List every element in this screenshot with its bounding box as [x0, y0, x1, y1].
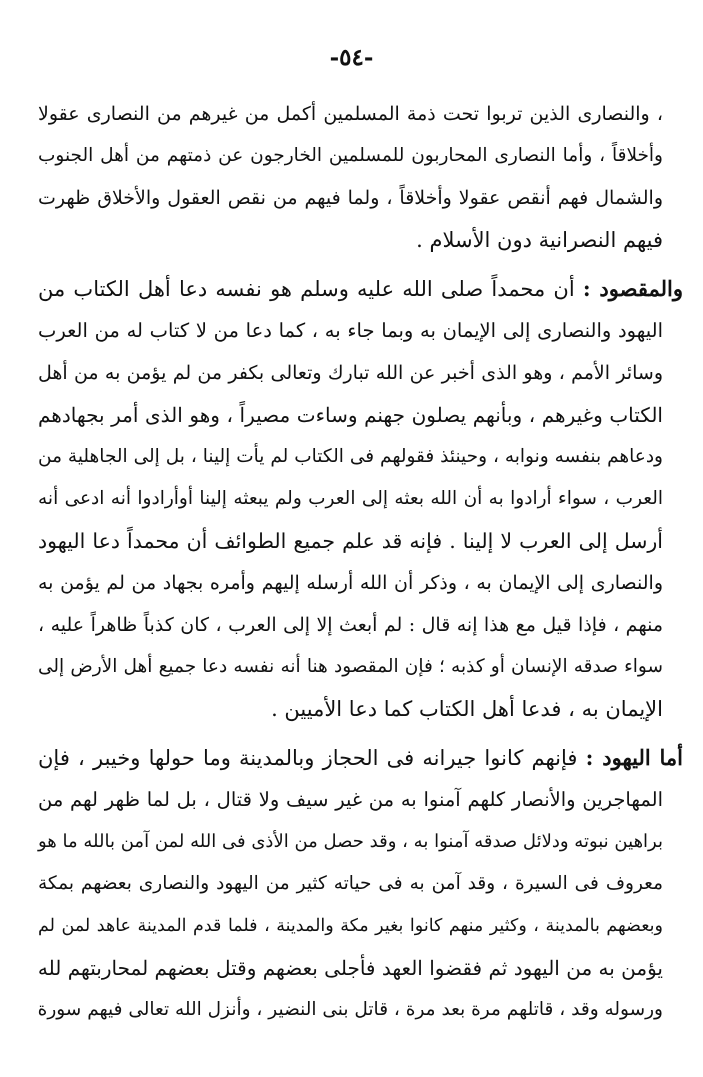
text-line: العرب ، سواء أرادوا به أن الله بعثه إلى العرب ولم يبعثه إلينا أوأرادوا أنه ادعى أنه [38, 488, 663, 509]
text-line: أن محمداً صلى الله عليه وسلم هو نفسه دعا أهل الكتاب من [38, 277, 575, 301]
paragraph-lead: والمقصود : [582, 276, 683, 301]
text-line: والشمال فهم أنقص عقولا وأخلاقاً ، ولما فيهم من نقص العقول والأخلاق ظهرت [38, 187, 663, 209]
paragraph-first-line [38, 743, 683, 773]
text-line: منهم ، فإذا قيل مع هذا إنه قال : لم أبعث إلا إلى العرب ، كان كذباً ظاهراً عليه ، [38, 614, 663, 636]
text-line: وسائر الأمم ، وهو الذى أخبر عن الله تبارك وتعالى بكفر من لم يؤمن به من أهل [38, 362, 663, 384]
text-line: اليهود والنصارى إلى الإيمان به وبما جاء به ، كما دعا من لا كتاب له من العرب [38, 319, 663, 342]
text-line: وأخلاقاً ، وأما النصارى المحاربون للمسلمين الخارجون عن ذمتهم من أهل الجنوب [38, 145, 663, 166]
text-line: والنصارى إلى الإيمان به ، وذكر أن الله أرسله إليهم وأمره بجهاد من لم يؤمن به [38, 572, 663, 594]
text-line: الكتاب وغيرهم ، وبأنهم يصلون جهنم وساءت مصيراً ، وهو الذى أمر بجهادهم [38, 403, 663, 427]
text-line: ، والنصارى الذين تربوا تحت ذمة المسلمين أكمل من غيرهم من النصارى عقولا [38, 103, 663, 125]
text-line: ورسوله وقد ، قاتلهم مرة بعد مرة ، قاتل بنى النضير ، وأنزل الله تعالى فيهم سورة [37, 999, 663, 1020]
text-line: سواء صدقه الإنسان أو كذبه ؛ فإن المقصود هنا أنه نفسه دعا جميع أهل الأرض إلى [38, 656, 663, 677]
paragraph-first-line [38, 274, 683, 304]
text-line: أرسل إلى العرب لا إلينا . فإنه قد علم جميع الطوائف أن محمداً دعا اليهود [38, 529, 663, 553]
text-line: معروف فى السيرة ، وقد آمن به فى حياته كثير من اليهود والنصارى بعضهم بمكة [38, 873, 663, 894]
text-line: يؤمن به من اليهود ثم فقضوا العهد فأجلى بعضهم وقتل بعضهم لمحاربتهم لله [37, 956, 663, 980]
text-line: ودعاهم بنفسه ونوابه ، وحينئذ فقولهم فى الكتاب لم يأت إلينا ، بل إلى الجاهلية من [38, 446, 663, 467]
text-line: وبعضهم بالمدينة ، وكثير منهم كانوا بغير مكة والمدينة ، فلما قدم المدينة عاهد لمن لم [38, 916, 663, 936]
paragraph-lead: أما اليهود : [585, 745, 683, 770]
text-line: الإيمان به ، فدعا أهل الكتاب كما دعا الأميين . [271, 697, 663, 721]
text-line: براهين نبوته ودلائل صدقه آمنوا به ، وقد حصل من الأذى فى الله لمن آمن بالله ما هو [38, 831, 663, 852]
page-number: -٥٤- [329, 44, 374, 71]
text-line: فإنهم كانوا جيرانه فى الحجاز وبالمدينة وما حولها وخيبر ، فإن [38, 746, 578, 770]
text-line: فيهم النصرانية دون الأسلام . [416, 228, 663, 252]
text-line: المهاجرين والأنصار كلهم آمنوا به من غير سيف ولا قتال ، بل لما ظهر لهم من [38, 788, 663, 811]
